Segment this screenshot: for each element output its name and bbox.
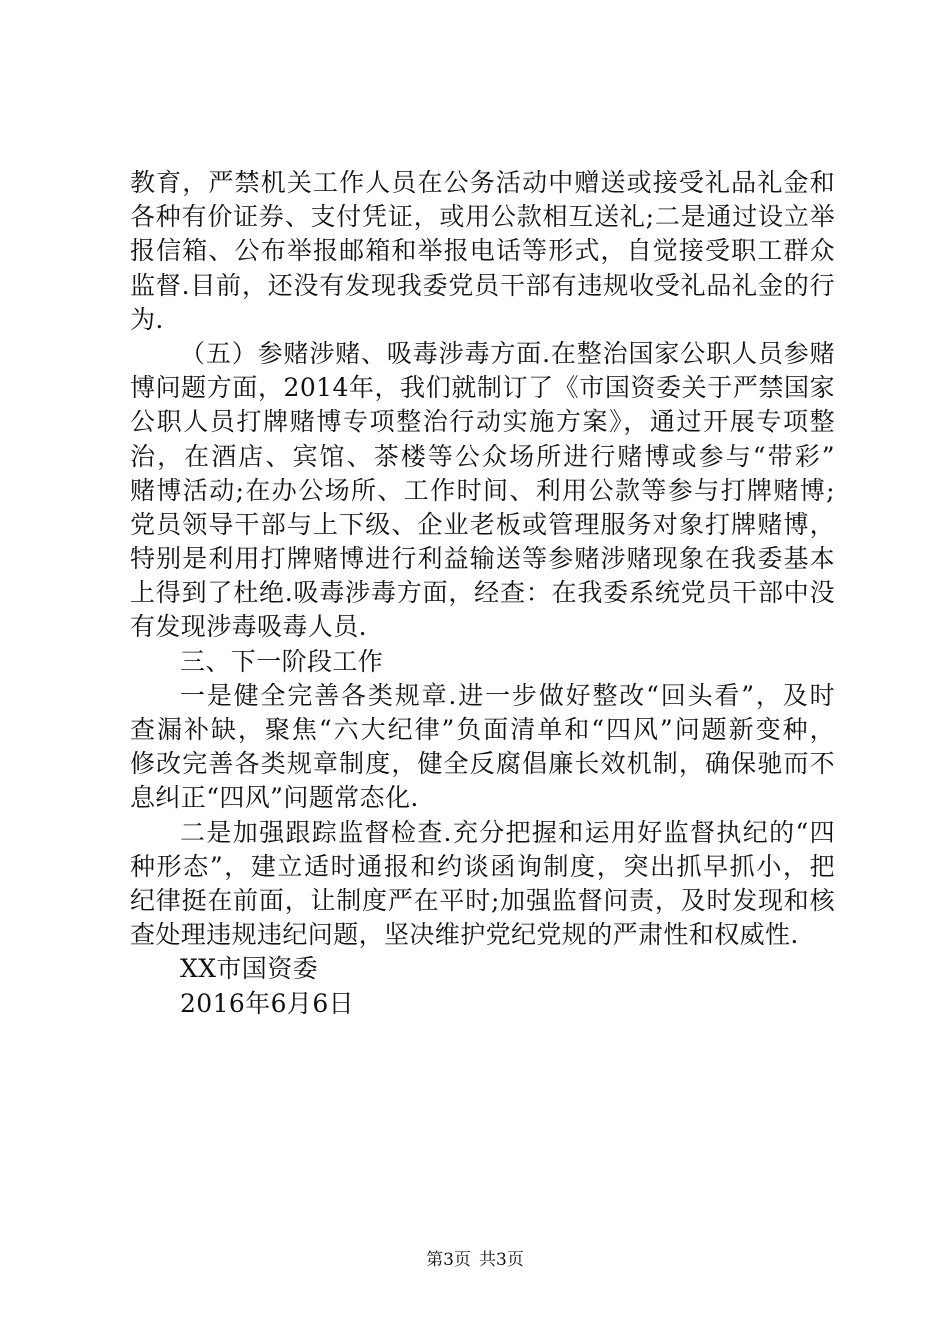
text-line: 有发现涉毒吸毒人员. <box>130 612 367 642</box>
signature-organization: XX市国资委 <box>180 954 318 984</box>
text-line: 一是健全完善各类规章.进一步做好整改“回头看”，及时 <box>180 680 835 710</box>
text-line: 纪律挺在前面，让制度严在平时;加强监督问责，及时发现和核 <box>130 885 835 915</box>
text-line: 修改完善各类规章制度，健全反腐倡廉长效机制，确保驰而不 <box>130 749 835 779</box>
text-line: 教育，严禁机关工作人员在公务活动中赠送或接受礼品礼金和 <box>130 168 835 197</box>
text-line: 特别是利用打牌赌博进行利益输送等参赌涉赌现象在我委基本 <box>130 544 835 574</box>
text-line: 博问题方面，2014年，我们就制订了《市国资委关于严禁国家 <box>130 373 835 403</box>
section-heading: 三、下一阶段工作 <box>180 646 384 676</box>
text-line: 赌博活动;在办公场所、工作时间、利用公款等参与打牌赌博; <box>130 475 835 505</box>
text-line: 种形态”，建立适时通报和约谈函询制度，突出抓早抓小，把 <box>130 851 835 881</box>
paragraph-rules <box>130 679 835 816</box>
text-line: 公职人员打牌赌博专项整治行动实施方案》，通过开展专项整 <box>130 407 835 437</box>
text-line: 上得到了杜绝.吸毒涉毒方面，经查：在我委系统党员干部中没 <box>130 578 835 608</box>
text-line: 息纠正“四风”问题常态化. <box>130 783 419 813</box>
text-line: 查漏补缺，聚焦“六大纪律”负面清单和“四风”问题新变种， <box>130 715 835 744</box>
document-body <box>130 166 835 1021</box>
paragraph-continued <box>130 166 835 337</box>
text-line: 党员领导干部与上下级、企业老板或管理服务对象打牌赌博， <box>130 509 835 539</box>
text-line: 查处理违规违纪问题，坚决维护党纪党规的严肃性和权威性. <box>130 920 799 950</box>
text-line: 各种有价证券、支付凭证，或用公款相互送礼;二是通过设立举 <box>130 202 835 232</box>
paragraph-supervision <box>130 816 835 953</box>
text-line: 为. <box>130 304 164 334</box>
text-line: 报信箱、公布举报邮箱和举报电话等形式，自觉接受职工群众 <box>130 236 835 266</box>
text-line: （五）参赌涉赌、吸毒涉毒方面.在整治国家公职人员参赌 <box>180 338 835 368</box>
page-number-current: 第3页 <box>426 1250 471 1270</box>
page-number-total: 共3页 <box>479 1250 524 1270</box>
paragraph-gambling-drugs <box>130 337 835 645</box>
text-line: 二是加强跟踪监督检查.充分把握和运用好监督执纪的“四 <box>180 817 835 847</box>
page-footer <box>0 1245 950 1270</box>
text-line: 治，在酒店、宾馆、茶楼等公众场所进行赌博或参与“带彩” <box>130 441 835 471</box>
text-line: 监督.目前，还没有发现我委党员干部有违规收受礼品礼金的行 <box>130 270 835 300</box>
signature-date: 2016年6月6日 <box>180 988 355 1018</box>
